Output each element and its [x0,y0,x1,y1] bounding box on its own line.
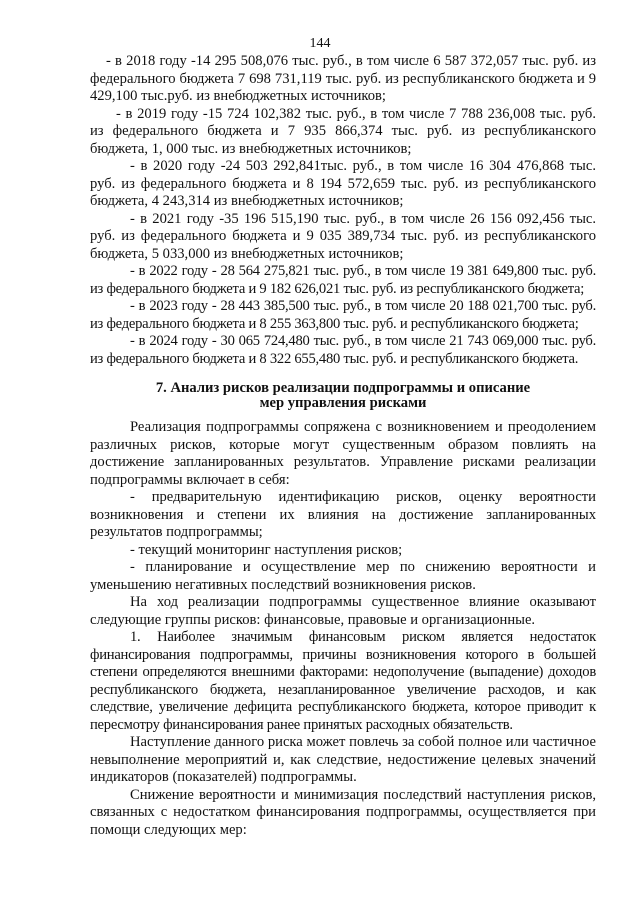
body-paragraph: - текущий мониторинг наступления рисков; [130,541,403,558]
page-content [90,53,596,839]
body-paragraph: На ход реализации подпрограммы существенное влияние оказывают следующие группы рисков: финансовые, правовые и организационные. [90,594,596,628]
budget-item-2018: - в 2018 году -14 295 508,076 тыс. руб., в том числе 6 587 372,057 тыс. руб. из федерального бюджета 7 698 731,119 тыс. руб. из республиканского бюджета и 9 429,100 тыс.руб. из внебюджетных источников; [90,53,596,104]
body-paragraph: - предварительную идентификацию рисков, оценку вероятности возникновения и степени их влияния на достижение запланированных результатов подпрограммы; [90,489,596,540]
body-paragraph: 1. Наиболее значимым финансовым риском является недостаток финансирования подпрограммы, причины возникновения которого в большей степени определяются внешними факторами: недополучение (выпадение) доходов республиканского бюджета, незапланированное увеличение расходов, и как следствие, увеличение дефицита республиканского бюджета, которое приводит к пересмотру финансирования ранее принятых расходных обязательств. [90,629,596,733]
body-paragraph: - планирование и осуществление мер по снижению вероятности и уменьшению негативных последствий возникновения рисков. [90,559,596,593]
budget-item-2021: - в 2021 году -35 196 515,190 тыс. руб., в том числе 26 156 092,456 тыс. руб. из федерального бюджета и 9 035 389,734 тыс. руб. из республиканского бюджета, 5 033,000 из внебюджетных источников; [90,210,596,262]
section-heading-line-2: мер управления рисками [259,395,427,411]
body-paragraph: Реализация подпрограммы сопряжена с возникновением и преодолением различных рисков, которые могут существенным образом повлиять на достижение запланированных результатов. Управление рисками реализации подпрограммы включает в себя: [90,419,596,488]
body-paragraph: Снижение вероятности и минимизация последствий наступления рисков, связанных с недостатком финансирования подпрограммы, осуществляется при помощи следующих мер: [90,786,596,838]
budget-item-2019: - в 2019 году -15 724 102,382 тыс. руб., в том числе 7 788 236,008 тыс. руб. из федерального бюджета и 7 935 866,374 тыс. руб. из республиканского бюджета, 1, 000 тыс. из внебюджетных источников; [90,105,596,157]
budget-item-2023: - в 2023 году - 28 443 385,500 тыс. руб., в том числе 20 188 021,700 тыс. руб. из федерального бюджета и 8 255 363,800 тыс. руб. и республиканского бюджета; [90,298,596,332]
budget-item-2024: - в 2024 году - 30 065 724,480 тыс. руб., в том числе 21 743 069,000 тыс. руб. из федерального бюджета и 8 322 655,480 тыс. руб. и республиканского бюджета. [90,333,596,367]
section-heading [90,381,596,411]
section-heading-line-1: 7. Анализ рисков реализации подпрограммы и описание [155,380,531,396]
body-paragraph: Наступление данного риска может повлечь за собой полное или частичное невыполнение мероприятий и, как следствие, недостижение целевых значений индикаторов (показателей) подпрограммы. [90,734,596,785]
budget-item-2020: - в 2020 году -24 503 292,841тыс. руб., в том числе 16 304 476,868 тыс. руб. из федерального бюджета и 8 194 572,659 тыс. руб. из республиканского бюджета, 4 243,314 из внебюджетных источников; [90,158,596,209]
budget-item-2022: - в 2022 году - 28 564 275,821 тыс. руб., в том числе 19 381 649,800 тыс. руб. из федерального бюджета и 9 182 626,021 тыс. руб. из республиканского бюджета; [90,263,596,297]
page-number: 144 [309,36,331,51]
